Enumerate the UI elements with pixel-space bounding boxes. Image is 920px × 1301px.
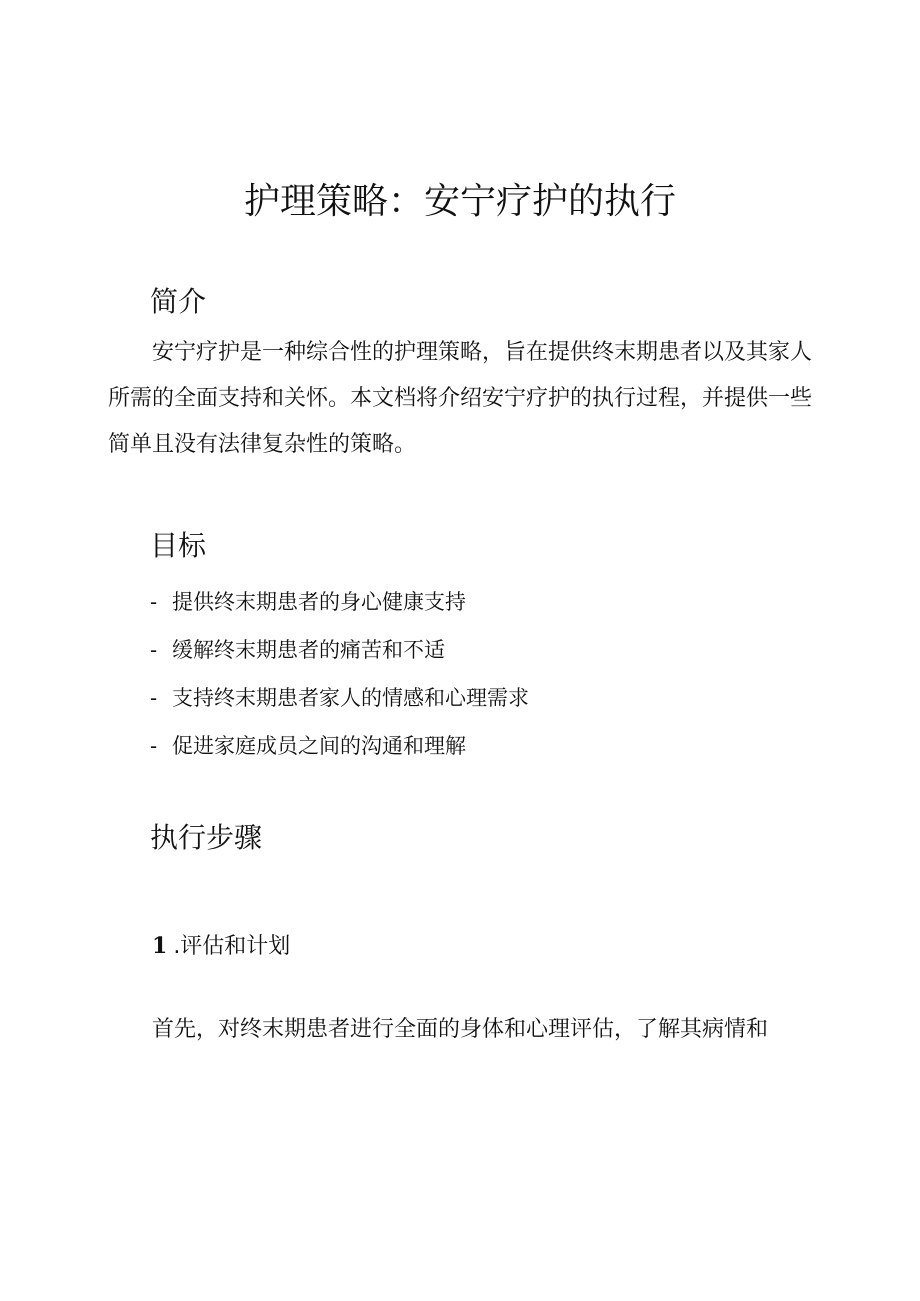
bullet-dash: - bbox=[150, 638, 158, 662]
goal-item bbox=[150, 578, 529, 626]
goal-item bbox=[150, 674, 529, 722]
intro-paragraph: 安宁疗护是一种综合性的护理策略，旨在提供终末期患者以及其家人所需的全面支持和关怀。本文档将介绍安宁疗护的执行过程，并提供一些简单且没有法律复杂性的策略。 bbox=[108, 340, 813, 457]
goal-text: 提供终末期患者的身心健康支持 bbox=[172, 590, 466, 614]
goal-text: 缓解终末期患者的痛苦和不适 bbox=[172, 638, 445, 662]
goals-list bbox=[150, 578, 529, 770]
step-1-heading bbox=[152, 930, 290, 963]
step-1-paragraph: 首先，对终末期患者进行全面的身体和心理评估，了解其病情和 bbox=[152, 1017, 769, 1042]
bullet-dash: - bbox=[150, 686, 158, 710]
steps-heading: 执行步骤 bbox=[150, 821, 263, 854]
step-1-title: .评估和计划 bbox=[173, 934, 291, 959]
goal-item bbox=[150, 722, 529, 770]
goal-text: 促进家庭成员之间的沟通和理解 bbox=[172, 734, 466, 758]
bullet-dash: - bbox=[150, 590, 158, 614]
intro-heading: 简介 bbox=[150, 285, 207, 318]
document-title: 护理策略：安宁疗护的执行 bbox=[243, 181, 676, 222]
bullet-dash: - bbox=[150, 734, 158, 758]
goal-item bbox=[150, 626, 529, 674]
goals-heading: 目标 bbox=[150, 529, 207, 562]
step-1-number: 1 bbox=[152, 933, 168, 959]
goal-text: 支持终末期患者家人的情感和心理需求 bbox=[172, 686, 529, 710]
